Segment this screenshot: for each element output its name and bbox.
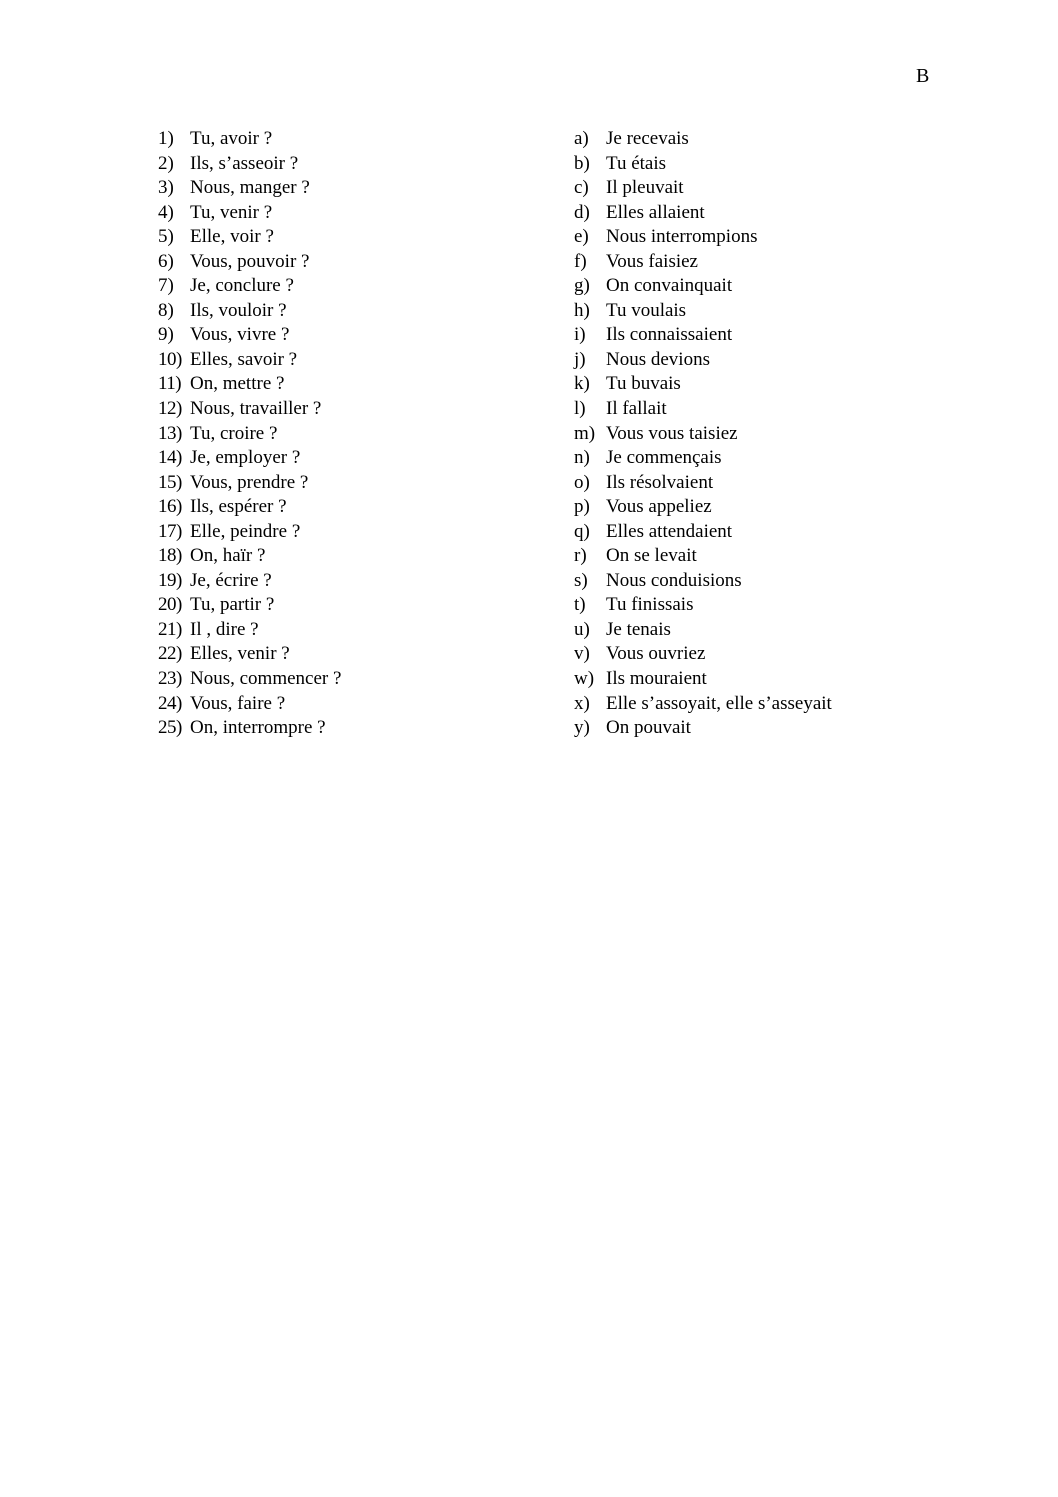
question-item [158,642,538,667]
question-number: 25) [158,717,182,739]
answer-text: Je tenais [606,618,671,640]
question-number: 7) [158,275,174,297]
answer-item [574,397,1014,422]
question-number: 6) [158,250,174,272]
question-item [158,544,538,569]
answer-letter: l) [574,398,586,420]
answer-text: Nous devions [606,348,710,370]
answer-letter: f) [574,250,587,272]
question-text: Tu, venir ? [190,201,273,223]
question-number: 17) [158,520,182,542]
question-text: Ils, espérer ? [190,496,287,518]
answer-letter: v) [574,643,590,665]
answer-letter: y) [574,717,590,739]
answer-text: Nous conduisions [606,569,742,591]
answer-letter: t) [574,594,586,616]
answer-item [574,446,1014,471]
answer-letter: w) [574,668,595,690]
question-text: Je, conclure ? [190,275,294,297]
answer-letter: m) [574,422,596,444]
question-text: Elle, peindre ? [190,520,301,542]
answer-item [574,152,1014,177]
question-number: 20) [158,594,182,616]
question-text: Je, écrire ? [190,569,272,591]
question-number: 14) [158,447,182,469]
answer-text: Ils mouraient [606,668,707,690]
answer-letter: u) [574,618,590,640]
answer-text: Je recevais [606,128,689,149]
question-number: 9) [158,324,174,346]
question-item [158,667,538,692]
answer-letter: x) [574,692,590,714]
question-item [158,274,538,299]
answer-letter: k) [574,373,590,395]
answer-item [574,667,1014,692]
question-text: Elles, venir ? [190,643,290,665]
answer-text: Je commençais [606,447,722,469]
answer-text: Il fallait [606,398,667,420]
question-number: 10) [158,348,182,370]
question-item [158,397,538,422]
question-text: On, mettre ? [190,373,285,395]
answer-text: Il pleuvait [606,177,684,199]
question-number: 23) [158,668,182,690]
question-text: Nous, travailler ? [190,398,322,420]
question-text: Ils, vouloir ? [190,299,287,321]
question-item [158,348,538,373]
page-letter: B [916,65,930,87]
answer-text: Vous ouvriez [606,643,706,665]
answer-letter: n) [574,447,590,469]
answer-text: On pouvait [606,717,691,739]
question-number: 21) [158,618,182,640]
answer-letter: r) [574,545,587,567]
question-item [158,201,538,226]
question-item [158,520,538,545]
question-text: Ils, s’asseoir ? [190,152,299,174]
questions-list [158,127,538,741]
question-number: 18) [158,545,182,567]
answer-item [574,422,1014,447]
answer-text: Vous appeliez [606,496,712,518]
question-item [158,716,538,741]
question-item [158,422,538,447]
question-text: Vous, prendre ? [190,471,309,493]
answer-text: Ils résolvaient [606,471,714,493]
answer-letter: e) [574,226,589,248]
answer-item [574,495,1014,520]
answer-item [574,274,1014,299]
question-item [158,372,538,397]
question-number: 12) [158,398,182,420]
question-text: Nous, commencer ? [190,668,342,690]
answers-list [574,127,1014,741]
question-text: Tu, croire ? [190,422,278,444]
question-text: Vous, vivre ? [190,324,290,346]
answer-item [574,250,1014,275]
answer-item [574,692,1014,717]
question-item [158,569,538,594]
question-number: 22) [158,643,182,665]
question-text: Il , dire ? [190,618,259,640]
answer-item [574,323,1014,348]
answer-item [574,716,1014,741]
answer-letter: d) [574,201,590,223]
answer-text: Elles allaient [606,201,705,223]
answer-text: Elles attendaient [606,520,733,542]
answer-item [574,471,1014,496]
question-item [158,127,538,152]
question-item [158,446,538,471]
question-number: 11) [158,373,182,395]
question-number: 15) [158,471,182,493]
question-item [158,250,538,275]
question-item [158,152,538,177]
answer-text: Tu étais [606,152,667,174]
question-text: On, interrompre ? [190,717,326,739]
question-number: 13) [158,422,182,444]
answer-item [574,642,1014,667]
question-number: 19) [158,569,182,591]
question-number: 3) [158,177,174,199]
answer-letter: i) [574,324,586,346]
answer-item [574,225,1014,250]
question-text: Tu, avoir ? [190,128,273,149]
answer-text: Vous faisiez [606,250,698,272]
answer-item [574,299,1014,324]
question-item [158,323,538,348]
answer-item [574,176,1014,201]
answer-item [574,520,1014,545]
question-number: 24) [158,692,182,714]
question-number: 16) [158,496,182,518]
question-text: Nous, manger ? [190,177,310,199]
answer-item [574,201,1014,226]
answer-text: Vous vous taisiez [606,422,738,444]
answer-text: On se levait [606,545,697,567]
answer-text: Tu finissais [606,594,694,616]
question-item [158,593,538,618]
answer-letter: q) [574,520,590,542]
answer-text: Elle s’assoyait, elle s’asseyait [606,692,832,714]
answer-text: On convainquait [606,275,733,297]
answer-letter: a) [574,128,589,149]
answer-letter: b) [574,152,590,174]
question-text: Je, employer ? [190,447,301,469]
answer-text: Ils connaissaient [606,324,733,346]
question-number: 5) [158,226,174,248]
answer-letter: c) [574,177,589,199]
question-item [158,225,538,250]
answer-item [574,544,1014,569]
answer-item [574,127,1014,152]
question-number: 1) [158,128,174,149]
question-number: 2) [158,152,174,174]
answer-text: Tu voulais [606,299,687,321]
question-text: Elle, voir ? [190,226,274,248]
answer-letter: p) [574,496,590,518]
answer-letter: o) [574,471,590,493]
answer-text: Nous interrompions [606,226,758,248]
question-number: 8) [158,299,174,321]
answer-item [574,618,1014,643]
question-text: Vous, faire ? [190,692,286,714]
answer-letter: j) [574,348,586,370]
answer-item [574,569,1014,594]
question-text: Elles, savoir ? [190,348,298,370]
answer-text: Tu buvais [606,373,681,395]
question-text: Tu, partir ? [190,594,275,616]
answer-item [574,348,1014,373]
question-item [158,692,538,717]
answer-item [574,593,1014,618]
answer-letter: s) [574,569,588,591]
question-item [158,618,538,643]
question-text: On, haïr ? [190,545,266,567]
question-text: Vous, pouvoir ? [190,250,310,272]
answer-letter: g) [574,275,590,297]
answer-letter: h) [574,299,590,321]
question-item [158,471,538,496]
question-item [158,495,538,520]
question-item [158,299,538,324]
question-item [158,176,538,201]
question-number: 4) [158,201,174,223]
answer-item [574,372,1014,397]
